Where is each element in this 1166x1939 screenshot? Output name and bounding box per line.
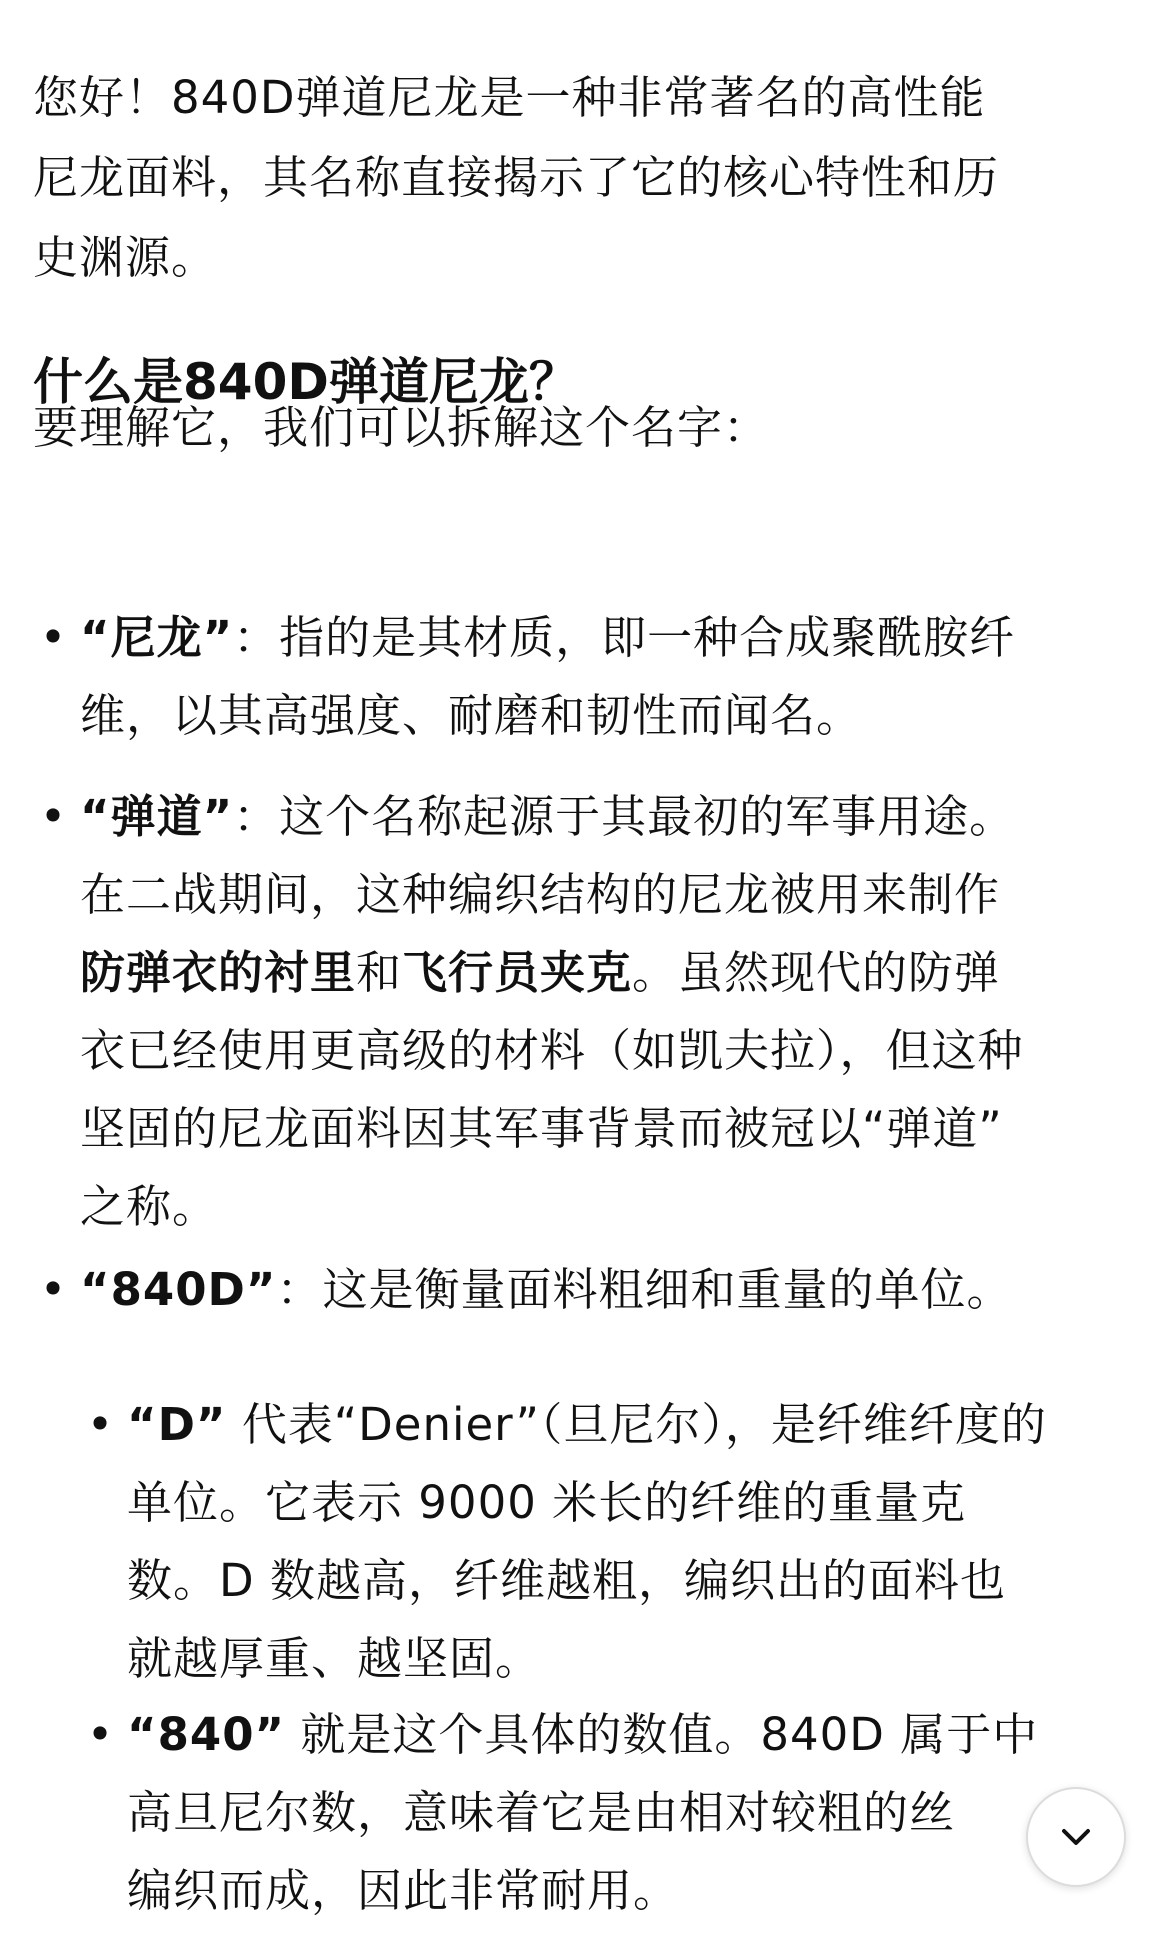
term-ballistic: “弹道” bbox=[80, 790, 234, 843]
item-line: 数。D 数越高，纤维越粗，编织出的面料也 bbox=[127, 1554, 1006, 1607]
intro-line-3: 史渊源。 bbox=[33, 231, 218, 284]
scroll-down-button[interactable] bbox=[1026, 1787, 1126, 1887]
sub-item-text bbox=[127, 1386, 1127, 1698]
item-line: ：指的是其材质，即一种合成聚酰胺纤 bbox=[233, 611, 1016, 664]
sub-bullet: • bbox=[86, 1708, 114, 1761]
item-line: 代表“Denier”（旦尼尔），是纤维纤度的 bbox=[226, 1398, 1047, 1451]
sub-item-text bbox=[127, 1696, 1127, 1930]
item-line: 编织而成，因此非常耐用。 bbox=[127, 1864, 680, 1917]
list-item-text bbox=[80, 778, 1120, 1246]
list-item-text bbox=[80, 599, 1120, 755]
item-line: 之称。 bbox=[80, 1180, 219, 1233]
term-840d: “840D” bbox=[80, 1263, 277, 1316]
term-nylon: “尼龙” bbox=[80, 611, 234, 664]
item-line: 单位。它表示 9000 米长的纤维的重量克 bbox=[127, 1476, 967, 1529]
intro-paragraph bbox=[33, 58, 1113, 298]
item-line: 高旦尼尔数，意味着它是由相对较粗的丝 bbox=[127, 1786, 956, 1839]
bold-phrase: 飞行员夹克 bbox=[402, 946, 633, 999]
item-line: 衣已经使用更高级的材料（如凯夫拉），但这种 bbox=[80, 1024, 1024, 1077]
list-item-text bbox=[80, 1251, 1120, 1329]
lead-sentence: 要理解它，我们可以拆解这个名字： bbox=[33, 401, 770, 454]
item-line: 就是这个具体的数值。840D 属于中 bbox=[285, 1708, 1039, 1761]
term-840: “840” bbox=[127, 1708, 286, 1761]
bullet: • bbox=[39, 790, 67, 843]
item-line: ：这个名称起源于其最初的军事用途。 bbox=[233, 790, 1016, 843]
item-text-fragment: 。虽然现代的防弹 bbox=[632, 946, 1001, 999]
item-line: 在二战期间，这种编织结构的尼龙被用来制作 bbox=[80, 868, 1001, 921]
chevron-down-icon bbox=[1056, 1817, 1096, 1857]
sub-bullet: • bbox=[86, 1398, 114, 1451]
intro-line-1: 您好！840D弹道尼龙是一种非常著名的高性能 bbox=[33, 71, 986, 124]
term-d: “D” bbox=[127, 1398, 227, 1451]
item-line: ：这是衡量面料粗细和重量的单位。 bbox=[276, 1263, 1013, 1316]
bold-phrase: 防弹衣的衬里 bbox=[80, 946, 357, 999]
bullet: • bbox=[39, 611, 67, 664]
item-line: 维，以其高强度、耐磨和韧性而闻名。 bbox=[80, 689, 863, 742]
bullet: • bbox=[39, 1263, 67, 1316]
section-heading: 什么是840D弹道尼龙？ bbox=[33, 353, 579, 411]
item-line: 坚固的尼龙面料因其军事背景而被冠以“弹道” bbox=[80, 1102, 1003, 1155]
item-line: 就越厚重、越坚固。 bbox=[127, 1632, 542, 1685]
intro-line-2: 尼龙面料，其名称直接揭示了它的核心特性和历 bbox=[33, 151, 1000, 204]
item-text-fragment: 和 bbox=[356, 946, 403, 999]
